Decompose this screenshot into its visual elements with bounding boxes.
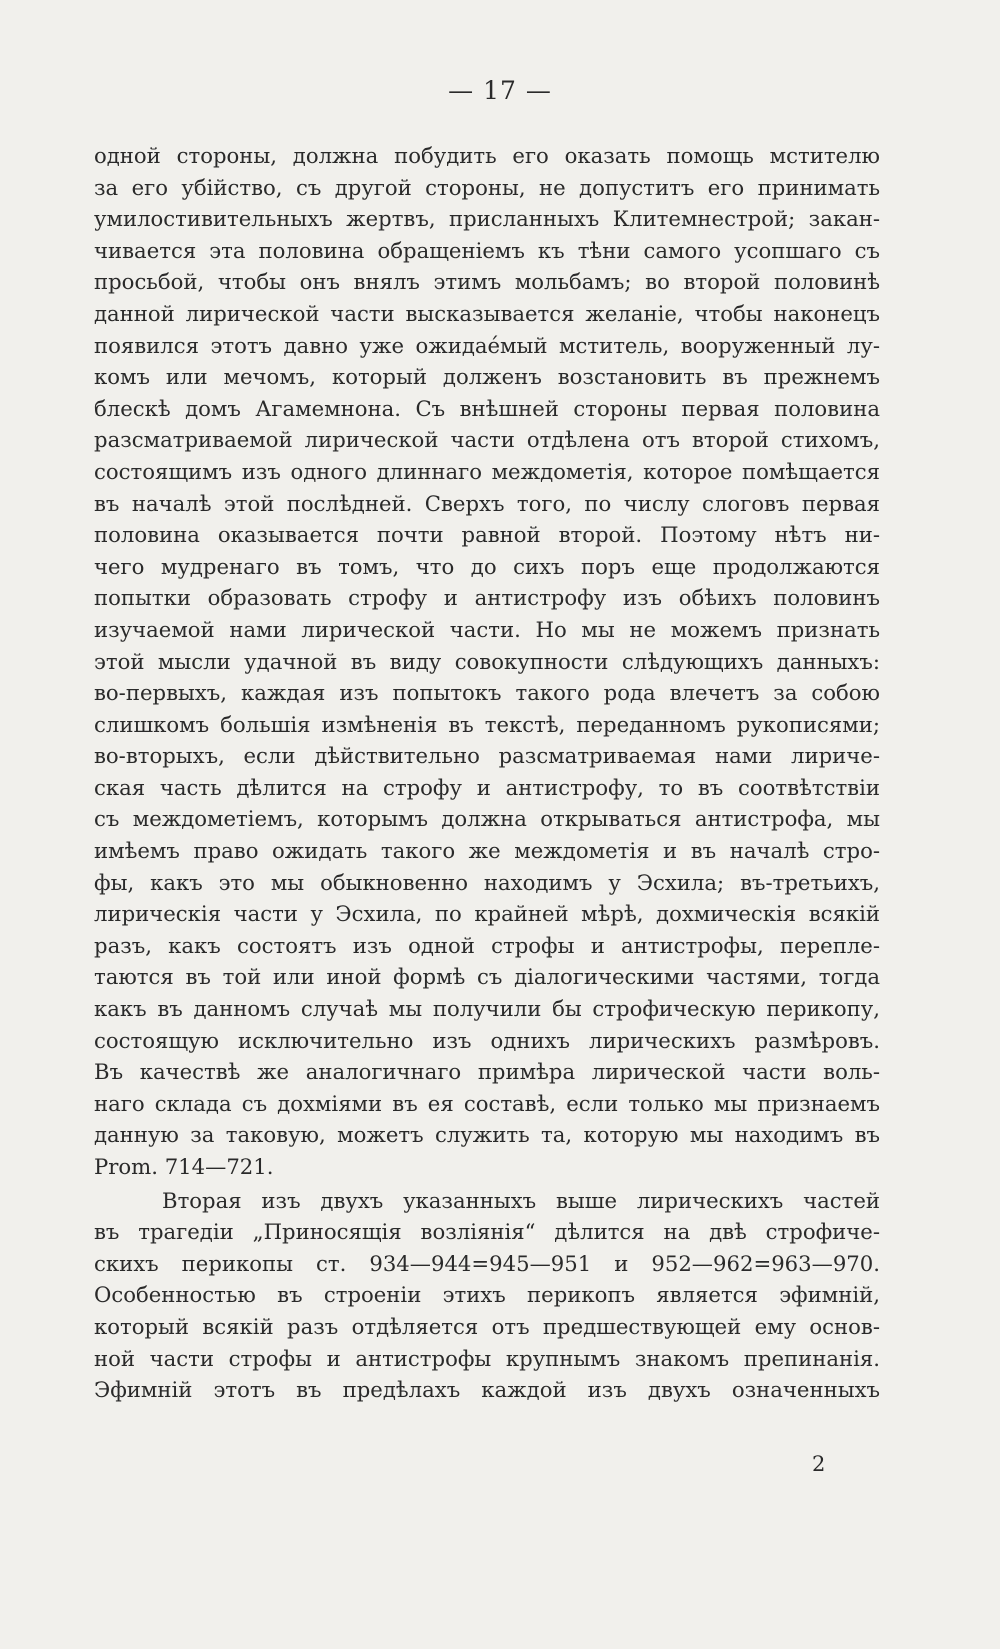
- text-line: этой мысли удачной въ виду совокупности слѣдующихъ данныхъ:: [94, 648, 880, 674]
- text-line: во-первыхъ, каждая изъ попытокъ такого рода влечетъ за собою: [94, 680, 880, 706]
- paragraph-2: [94, 1185, 880, 1406]
- text-line: состоящую исключительно изъ однихъ лирическихъ размѣровъ.: [94, 1027, 880, 1053]
- signature-mark: 2: [812, 1452, 826, 1476]
- text-line: скихъ перикопы ст. 934—944=945—951 и 952—962=963—970.: [94, 1250, 880, 1276]
- text-line: блескѣ домъ Агамемнона. Съ внѣшней стороны первая половина: [94, 395, 880, 421]
- text-line: Въ качествѣ же аналогичнаго примѣра лирической части воль-: [94, 1059, 880, 1085]
- text-line: попытки образовать строфу и антистрофу изъ обѣихъ половинъ: [94, 585, 880, 611]
- text-line: данную за таковую, можетъ служить та, которую мы находимъ въ: [94, 1122, 880, 1148]
- text-line: какъ въ данномъ случаѣ мы получили бы строфическую перикопу,: [94, 996, 880, 1022]
- text-line: слишкомъ большія измѣненія въ текстѣ, переданномъ рукописями;: [94, 711, 880, 737]
- text-line: данной лирической части высказывается желаніе, чтобы наконецъ: [94, 300, 880, 326]
- text-line: который всякій разъ отдѣляется отъ предшествующей ему основ-: [94, 1313, 880, 1339]
- text-line: въ началѣ этой послѣдней. Сверхъ того, по числу слоговъ первая: [94, 490, 880, 516]
- text-line: разсматриваемой лирической части отдѣлена отъ второй стихомъ,: [94, 427, 880, 453]
- text-line: съ междометіемъ, которымъ должна открываться антистрофа, мы: [94, 806, 880, 832]
- text-line: разъ, какъ состоятъ изъ одной строфы и антистрофы, перепле-: [94, 932, 880, 958]
- paragraph-1: [94, 140, 880, 1183]
- text-line: состоящимъ изъ одного длиннаго междометія, которое помѣщается: [94, 458, 880, 484]
- text-line: ной части строфы и антистрофы крупнымъ знакомъ препинанія.: [94, 1345, 880, 1371]
- text-line: Вторая изъ двухъ указанныхъ выше лирическихъ частей: [162, 1187, 880, 1213]
- text-line: чивается эта половина обращеніемъ къ тѣни самого усопшаго съ: [94, 237, 880, 263]
- text-line: изучаемой нами лирической части. Но мы не можемъ признать: [94, 616, 880, 642]
- text-line: таются въ той или иной формѣ съ діалогическими частями, тогда: [94, 964, 880, 990]
- text-line: лирическія части у Эсхила, по крайней мѣрѣ, дохмическія всякій: [94, 901, 880, 927]
- text-line: ская часть дѣлится на строфу и антистрофу, то въ соотвѣтствіи: [94, 774, 880, 800]
- text-line: чего мудренаго въ томъ, что до сихъ поръ еще продолжаются: [94, 553, 880, 579]
- text-line: половина оказывается почти равной второй. Поэтому нѣтъ ни-: [94, 522, 880, 548]
- text-line: Prom. 714—721.: [94, 1154, 274, 1179]
- text-line: умилостивительныхъ жертвъ, присланныхъ Клитемнестрой; закан-: [94, 206, 880, 232]
- text-line: во-вторыхъ, если дѣйствительно разсматриваемая нами лириче-: [94, 743, 880, 769]
- text-line: наго склада съ дохміями въ ея составѣ, если только мы признаемъ: [94, 1090, 880, 1116]
- text-line: за его убійство, съ другой стороны, не допуститъ его принимать: [94, 174, 880, 200]
- text-line: имѣемъ право ожидать такого же междометія и въ началѣ стро-: [94, 838, 880, 864]
- text-line: въ трагедіи „Приносящія возліянія“ дѣлится на двѣ строфиче-: [94, 1219, 880, 1245]
- text-line: Эфимній этотъ въ предѣлахъ каждой изъ двухъ означенныхъ: [94, 1377, 880, 1403]
- page-number-header: — 17 —: [448, 76, 552, 105]
- text-line: Особенностью въ строеніи этихъ перикопъ является эфимній,: [94, 1282, 880, 1308]
- text-line: фы, какъ это мы обыкновенно находимъ у Эсхила; въ-третьихъ,: [94, 869, 880, 895]
- text-line: одной стороны, должна побудить его оказать помощь мстителю: [94, 143, 880, 168]
- text-line: просьбой, чтобы онъ внялъ этимъ мольбамъ; во второй половинѣ: [94, 269, 880, 295]
- body-text: [94, 140, 880, 1406]
- text-line: появился этотъ давно уже ожидае́мый мститель, вооруженный лу-: [94, 332, 880, 358]
- text-line: комъ или мечомъ, который долженъ возстановить въ прежнемъ: [94, 364, 880, 390]
